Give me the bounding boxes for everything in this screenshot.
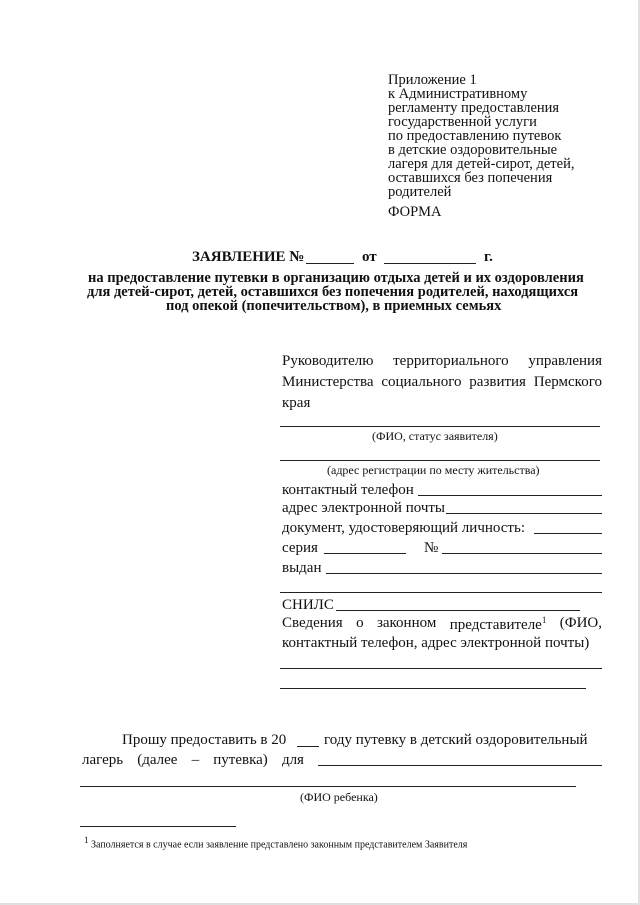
phone-field[interactable] bbox=[418, 495, 602, 496]
word: Министерства bbox=[282, 374, 374, 390]
word: лагерь bbox=[82, 752, 124, 768]
fio-caption: (ФИО, статус заявителя) bbox=[372, 429, 498, 443]
footnote-divider bbox=[80, 826, 236, 827]
request-text-rest: году путевку в детский оздоровительный bbox=[324, 732, 588, 748]
appendix-line: родителей bbox=[388, 184, 452, 200]
word: для bbox=[281, 752, 304, 768]
word: законном bbox=[376, 615, 437, 631]
snils-label: СНИЛС bbox=[282, 597, 334, 613]
id-document-field[interactable] bbox=[534, 533, 602, 534]
word: территориального bbox=[393, 353, 509, 369]
word: (далее bbox=[137, 752, 178, 768]
address-caption: (адрес регистрации по месту жительства) bbox=[327, 463, 540, 477]
title-year-suffix: г. bbox=[484, 249, 493, 265]
footnote-mark: 1 bbox=[84, 835, 89, 845]
form-label: ФОРМА bbox=[388, 204, 442, 220]
appendix-line: государственной услуги bbox=[388, 114, 537, 130]
word: представителе bbox=[449, 617, 542, 633]
id-document-label: документ, удостоверяющий личность: bbox=[282, 520, 525, 536]
issued-by-field[interactable] bbox=[326, 573, 602, 574]
subtitle-line: на предоставление путевки в организацию отдыха детей и их оздоровления bbox=[88, 270, 584, 286]
applicant-address-field[interactable] bbox=[280, 460, 600, 461]
title-from: от bbox=[362, 249, 377, 265]
subtitle-line: для детей-сирот, детей, оставшихся без попечения родителей, находящихся bbox=[87, 284, 579, 300]
appendix-line: к Административному bbox=[388, 86, 528, 102]
addressee-line-2 bbox=[282, 374, 602, 391]
appendix-line: в детские оздоровительные bbox=[388, 142, 558, 158]
word: путевка) bbox=[213, 752, 268, 768]
word: Руководителю bbox=[282, 353, 374, 369]
statement-number-field[interactable] bbox=[306, 263, 354, 264]
email-field[interactable] bbox=[446, 513, 602, 514]
word-with-footnote bbox=[450, 615, 547, 634]
appendix-line: оставшихся без попечения bbox=[388, 170, 553, 186]
email-label: адрес электронной почты bbox=[282, 500, 446, 516]
issued-label: выдан bbox=[282, 560, 322, 576]
appendix-line: регламенту предоставления bbox=[388, 100, 560, 116]
statement-date-field[interactable] bbox=[384, 263, 476, 264]
document-number-field[interactable] bbox=[442, 553, 602, 554]
subtitle-line: под опекой (попечительством), в приемных семьях bbox=[166, 298, 502, 314]
word: – bbox=[191, 752, 200, 768]
child-fio-field[interactable] bbox=[80, 786, 576, 787]
word: о bbox=[356, 615, 364, 631]
series-field[interactable] bbox=[324, 553, 406, 554]
word: (ФИО, bbox=[559, 615, 602, 631]
word: социального bbox=[381, 374, 462, 390]
word: развития bbox=[469, 374, 526, 390]
number-label: № bbox=[424, 540, 439, 556]
footnote-text bbox=[84, 835, 467, 850]
applicant-fio-field[interactable] bbox=[280, 426, 600, 427]
representative-line-2: контактный телефон, адрес электронной почты) bbox=[282, 635, 590, 651]
title-word: ЗАЯВЛЕНИЕ № bbox=[192, 249, 305, 265]
word: Сведения bbox=[282, 615, 343, 631]
addressee-line-1 bbox=[282, 353, 602, 370]
series-label: серия bbox=[282, 540, 318, 556]
footnote-content: Заполняется в случае если заявление представлено законным представителем Заявителя bbox=[91, 839, 468, 851]
snils-field[interactable] bbox=[336, 610, 580, 611]
footnote-mark: 1 bbox=[541, 615, 547, 625]
word: управления bbox=[528, 353, 602, 369]
request-line-2 bbox=[82, 752, 304, 769]
appendix-line: лагеря для детей-сирот, детей, bbox=[388, 156, 575, 172]
year-field[interactable] bbox=[297, 746, 319, 747]
phone-label: контактный телефон bbox=[282, 482, 414, 498]
child-fio-caption: (ФИО ребенка) bbox=[300, 790, 378, 804]
appendix-line: по предоставлению путевок bbox=[388, 128, 562, 144]
appendix-line: Приложение 1 bbox=[388, 72, 477, 88]
child-field[interactable] bbox=[318, 765, 602, 766]
addressee-line-3: края bbox=[282, 395, 311, 411]
issued-by-field-continuation[interactable] bbox=[280, 592, 602, 593]
word: Пермского bbox=[533, 374, 602, 390]
representative-line-1 bbox=[282, 615, 602, 634]
request-text-start: Прошу предоставить в 20 bbox=[122, 732, 287, 748]
representative-field-continuation[interactable] bbox=[280, 688, 586, 689]
representative-field[interactable] bbox=[280, 668, 602, 669]
